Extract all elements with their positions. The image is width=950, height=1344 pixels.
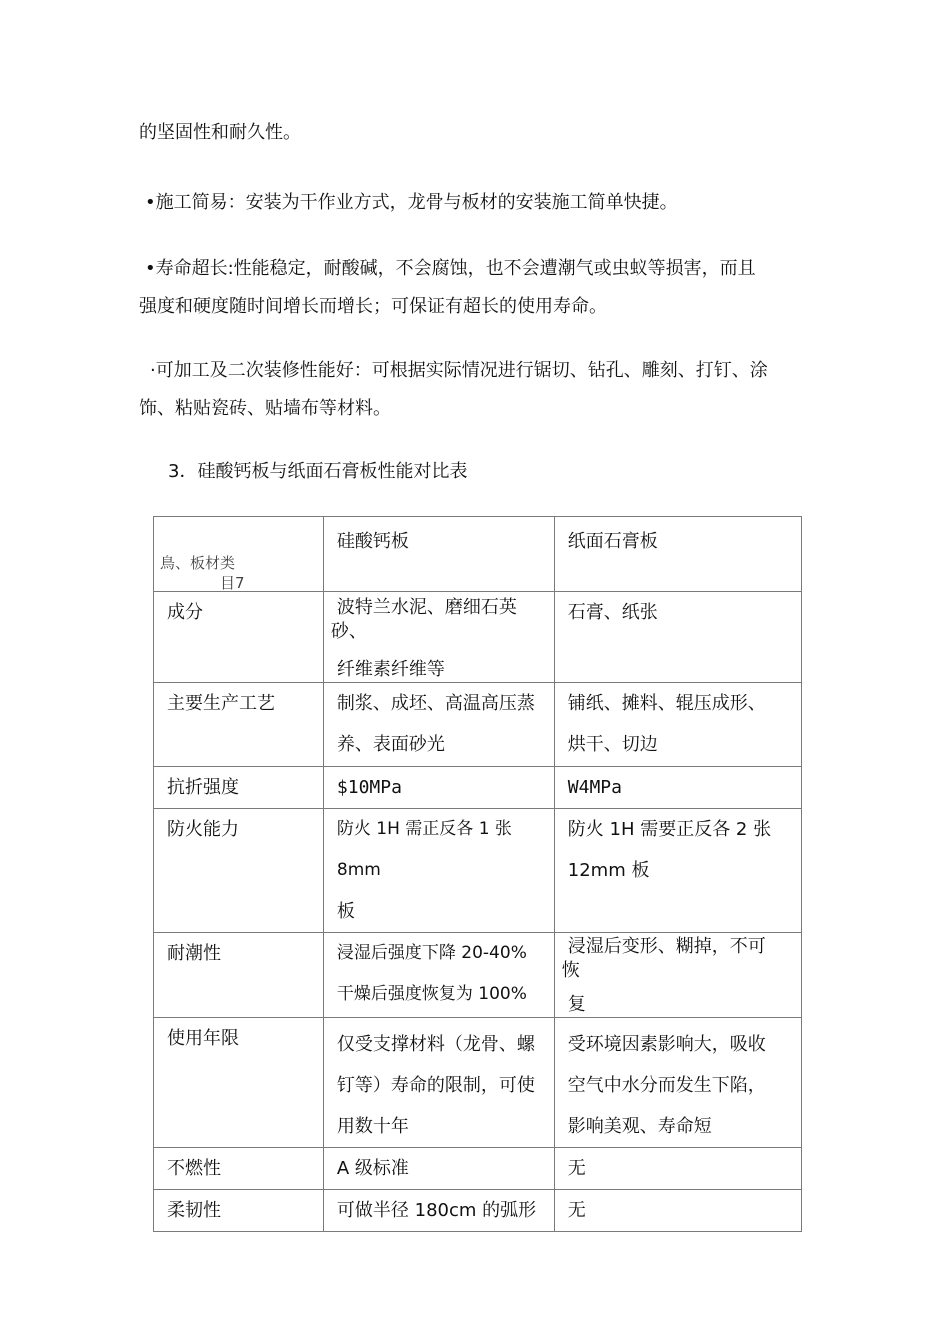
cell-line: 纤维素纤维等	[336, 659, 445, 680]
cell-line: 制浆、成坯、高温高压蒸	[336, 693, 535, 714]
row-value-a	[323, 933, 554, 1018]
table-row	[154, 683, 802, 767]
row-value-b: 石膏、纸张	[554, 592, 801, 683]
cell-line: 空气中水分而发生下陷，	[567, 1075, 766, 1096]
table-row	[154, 1190, 802, 1232]
paragraph-line: •寿命超长:性能稳定，耐酸碱，不会腐蚀，也不会遭潮气或虫蚁等损害，而且	[145, 258, 756, 279]
table-row	[154, 767, 802, 809]
row-item: 柔韧性	[154, 1190, 324, 1232]
row-item: 抗折强度	[154, 767, 324, 809]
row-value-b	[554, 809, 801, 933]
cell-line: 干燥后强度恢复为 100%	[336, 984, 527, 1004]
row-value-b	[554, 933, 801, 1018]
row-value-b	[554, 683, 801, 767]
cell-line: 钉等）寿命的限制，可使	[336, 1075, 535, 1096]
row-value-b: 无	[554, 1148, 801, 1190]
row-item: 防火能力	[154, 809, 324, 933]
header-label: 纸面石膏板	[567, 531, 658, 552]
paragraph-durability: 的坚固性和耐久性。	[139, 122, 301, 143]
row-value-a: 可做半径 180cm 的弧形	[323, 1190, 554, 1232]
table-row	[154, 1018, 802, 1148]
row-item: 主要生产工艺	[154, 683, 324, 767]
cell-line: 影响美观、寿命短	[567, 1116, 712, 1137]
row-value-a	[323, 809, 554, 933]
corner-header-cell	[154, 517, 324, 592]
table-row	[154, 933, 802, 1018]
paragraph-line: ·可加工及二次装修性能好：可根据实际情况进行锯切、钻孔、雕刻、打钉、涂	[150, 360, 768, 381]
cell-line: 受环境因素影响大，吸收	[567, 1034, 766, 1055]
cell-line: 12mm 板	[567, 860, 650, 881]
row-value-a	[323, 683, 554, 767]
cell-line: 用数十年	[336, 1116, 409, 1137]
row-value-a	[323, 592, 554, 683]
table-row	[154, 809, 802, 933]
cell-line: 板	[336, 901, 355, 922]
header-calcium-silicate	[323, 517, 554, 592]
comparison-table	[153, 516, 802, 1232]
cell-line: 砂、	[330, 621, 367, 642]
cell-line: 养、表面砂光	[336, 734, 445, 755]
row-value-b	[554, 1018, 801, 1148]
cell-line: 浸湿后强度下降 20-40%	[336, 943, 527, 963]
row-value-b: 无	[554, 1190, 801, 1232]
paragraph-easy-construction: •施工简易：安装为干作业方式，龙骨与板材的安装施工简单快捷。	[145, 192, 678, 213]
row-item: 不燃性	[154, 1148, 324, 1190]
cell-line: 波特兰水泥、磨细石英	[336, 597, 517, 618]
row-value-a: A 级标准	[323, 1148, 554, 1190]
paragraph-long-life	[139, 250, 825, 326]
cell-line: 烘干、切边	[567, 734, 658, 755]
header-label: 硅酸钙板	[336, 531, 409, 552]
row-value-a: $10MPa	[323, 767, 554, 809]
cell-line: 防火 1H 需正反各 1 张 8mm	[336, 819, 512, 880]
cell-line: 仅受支撑材料（龙骨、螺	[336, 1034, 535, 1055]
paragraph-line: 强度和硬度随时间增长而增长；可保证有超长的使用寿命。	[139, 296, 607, 317]
row-item: 成分	[154, 592, 324, 683]
cell-line: 防火 1H 需要正反各 2 张	[567, 819, 772, 840]
table-row	[154, 1148, 802, 1190]
cell-line: 浸湿后变形、糊掉，不可	[567, 936, 766, 957]
paragraph-workability	[139, 352, 830, 428]
row-value-b: W4MPa	[554, 767, 801, 809]
row-item: 使用年限	[154, 1018, 324, 1148]
section-heading: 3．硅酸钙板与纸面石膏板性能对比表	[168, 461, 468, 482]
cell-line: 铺纸、摊料、辊压成形、	[567, 693, 766, 714]
corner-label-top: 鳥、板材类	[160, 554, 236, 572]
row-item: 耐潮性	[154, 933, 324, 1018]
cell-line: 复	[567, 994, 586, 1015]
table-row	[154, 592, 802, 683]
paragraph-line: 饰、粘贴瓷砖、贴墙布等材料。	[139, 398, 391, 419]
header-gypsum-board	[554, 517, 801, 592]
cell-line: 恢	[561, 960, 580, 981]
table-header-row	[154, 517, 802, 592]
corner-label-bottom: 目7	[220, 574, 245, 592]
row-value-a	[323, 1018, 554, 1148]
